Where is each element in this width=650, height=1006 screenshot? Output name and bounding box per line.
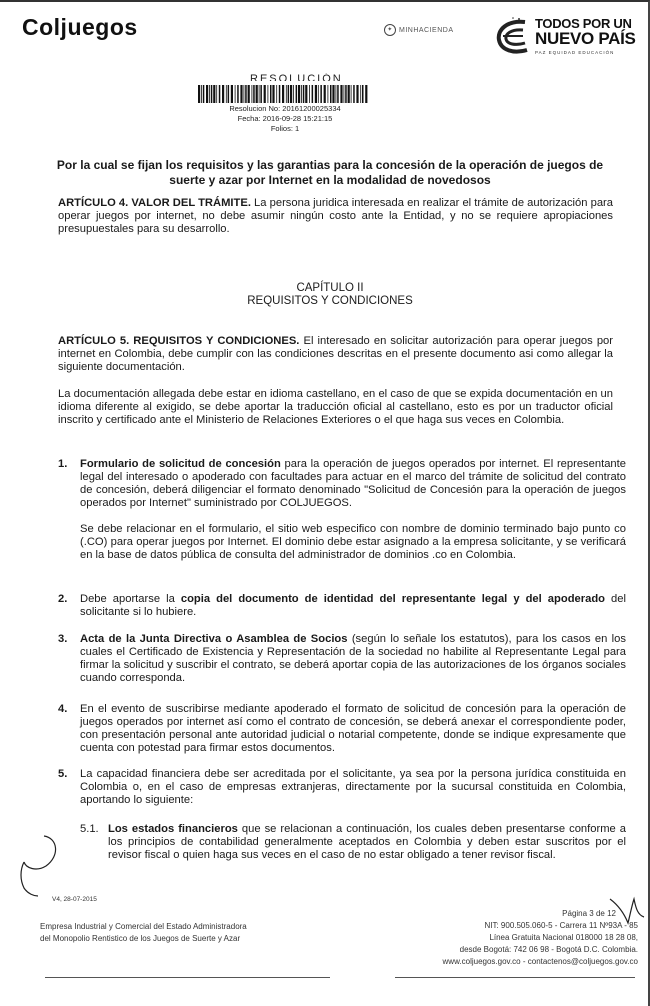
barcode-bar — [286, 85, 287, 103]
item-number: 1. — [58, 458, 68, 470]
campaign-tagline: PAZ EQUIDAD EDUCACIÓN — [535, 50, 615, 55]
barcode-bar — [253, 85, 255, 103]
list-item — [58, 703, 626, 755]
footer-contact — [443, 908, 638, 968]
article-4 — [58, 197, 613, 236]
barcode-bar — [222, 85, 224, 103]
barcode-bar — [345, 85, 347, 103]
barcode-bar — [226, 85, 227, 103]
item-number: 3. — [58, 633, 68, 645]
article-4-text: La persona juridica interesada en realizar el trámite de autorización para operar juegos por internet, no debe asumir ningún costo ante la Entidad, y no se requiere apropiaciones presupuestales para su desarrollo. — [58, 197, 613, 235]
item-text: En el evento de suscribirse mediante apoderado el formato de solicitud de concesión para la operación de juegos operados por internet así como el contrato de concesión, se deberá anexar el correspondiente poder, con presentación personal ante autoridad judicial o notarial competente, donde se indique expresamente que cuenta con potestad para firmar estos documentos. — [80, 703, 626, 754]
barcode-bar — [268, 85, 269, 103]
barcode-bar — [240, 85, 242, 103]
barcode-bar — [324, 85, 326, 103]
barcode-bar — [248, 85, 250, 103]
item-text: La capacidad financiera debe ser acreditada por el solicitante, ya sea por la persona jurídica constituida en Colombia o, en el caso de empresas extranjeras, directamente por la sucursal constituida en Colombia, aportando lo siguiente: — [80, 768, 626, 806]
swirl-emblem-icon — [495, 16, 531, 56]
list-item — [58, 633, 626, 685]
barcode-bar — [348, 85, 350, 103]
barcode-icon — [198, 85, 368, 103]
barcode-bar — [318, 85, 319, 103]
barcode-bar — [252, 85, 253, 103]
item-body-text: del solicitante si lo hubiere. — [80, 593, 626, 618]
item-text — [80, 593, 626, 619]
barcode-bar — [237, 85, 239, 103]
barcode-bar — [328, 85, 329, 103]
barcode-bar — [203, 85, 205, 103]
footer-web-email[interactable]: www.coljuegos.gov.co - contactenos@coljuegos.gov.co — [442, 957, 638, 966]
barcode-bar — [276, 85, 277, 103]
barcode-bar — [344, 85, 345, 103]
document-subtitle: Por la cual se fijan los requisitos y las garantias para la concesión de la operación de juegos de suerte y azar por Internet en la modalidad de novedosos — [56, 158, 604, 187]
barcode-bar — [305, 85, 307, 103]
barcode-bar — [293, 85, 294, 103]
item-number: 5. — [58, 768, 68, 780]
barcode-bar — [288, 85, 290, 103]
resolution-title: RESOLUCIÓN — [250, 73, 343, 81]
barcode-bar — [298, 85, 300, 103]
campaign-line1: TODOS POR UN — [535, 16, 632, 31]
item-pre-text: Debe aportarse la — [80, 593, 181, 605]
barcode-bar — [303, 85, 305, 103]
barcode-bar — [356, 85, 358, 103]
item-bold-text: copia del documento de identidad del representante legal y del apoderado — [180, 593, 605, 605]
footer-bogota-phone: desde Bogotá: 742 06 98 - Bogotá D.C. Colombia. — [459, 945, 638, 954]
item-body-text: para la operación de juegos operados por internet. El representante legal del interesado o apoderado con facultades para actuar en el marco del trámite de solicitud del contrato de concesión, deberá diligenciar el formato denominado "Solicitud de Concesión para la operación de juegos operados por Internet" suministrado por COLJUEGOS. — [80, 458, 626, 509]
barcode-bar — [360, 85, 361, 103]
article-5-heading: ARTÍCULO 5. REQUISITOS Y CONDICIONES. — [58, 335, 300, 347]
coat-of-arms-icon: ✦ — [384, 24, 396, 36]
footer-phone: Línea Gratuita Nacional 018000 18 28 08, — [489, 933, 638, 942]
footer-company — [40, 921, 247, 945]
barcode-bar — [330, 85, 332, 103]
barcode-bar — [353, 85, 355, 103]
barcode-bar — [264, 85, 266, 103]
sub-item-bold-text: Los estados financieros — [108, 823, 238, 835]
barcode-bar — [315, 85, 317, 103]
sub-item-text — [108, 823, 626, 862]
language-paragraph: La documentación allegada debe estar en idioma castellano, en el caso de que se expida documentación en un idioma diferente al exigido, se debe aportar la traducción oficial al castellano, esto es por un traductor oficial inscrito y certificado ante el Ministerio de Relaciones Exteriores o el que haga sus veces en Colombia. — [58, 388, 613, 426]
barcode-bar — [206, 85, 208, 103]
item-text — [80, 458, 626, 562]
footer-nit: NIT: 900.505.060-5 - Carrera 11 Nº93A - 85 — [484, 921, 638, 930]
barcode-bar — [216, 85, 217, 103]
barcode-bar — [235, 85, 236, 103]
resolution-number: Resolucion No: 20161200025334 — [229, 104, 341, 113]
item-extra-text: Se debe relacionar en el formulario, el sitio web especifico con nombre de dominio terminado bajo punto co (.CO) para operar juegos por Internet. El dominio debe estar asignado a la empresa solicitante, y se verificará en la base de datos pública de consulta del administrador de dominios .co en Colombia. — [80, 523, 626, 561]
barcode-bar — [290, 85, 292, 103]
version-label: V4, 28-07-2015 — [52, 896, 97, 903]
chapter-title: REQUISITOS Y CONDICIONES — [247, 295, 413, 307]
chapter-number: CAPÍTULO II — [296, 282, 364, 294]
barcode-bar — [272, 85, 274, 103]
list-item — [58, 593, 626, 619]
barcode-bar — [312, 85, 314, 103]
barcode-bar — [337, 85, 339, 103]
item-bold-text: Acta de la Junta Directiva o Asamblea de Socios — [80, 633, 348, 645]
barcode-bar — [211, 85, 213, 103]
sub-item-body-text: que se relacionan a continuación, los cuales deben presentarse conforme a los principios de contabilidad generalmente aceptados en Colombia y deben estar suscritos por el revisor fiscal o quien haga sus veces en el caso de no estar obligado a tener revisor fiscal. — [108, 823, 626, 861]
minhacienda-logo — [384, 24, 454, 36]
barcode-bar — [320, 85, 322, 103]
barcode-bar — [219, 85, 221, 103]
item-body-text: (según lo señale los estatutos), para los casos en los cuales el Certificado de Existencia y Representación de la sociedad no habilite al Representante Legal para firmar la solicitud y suscribir el contrato, se deberá aportar copia de las autorizaciones de los órganos sociales cuando corresponda. — [80, 633, 626, 684]
item-number: 2. — [58, 593, 68, 605]
article-5-text: El interesado en solicitar autorización para operar juegos por internet en Colombia, debe cumplir con las condiciones descritas en el presente documento asi como allegar la siguiente documentación. — [58, 335, 613, 373]
footer-rule-right — [395, 977, 635, 978]
footer-company-line1: Empresa Industrial y Comercial del Estado Administradora — [40, 922, 247, 931]
barcode-bar — [270, 85, 272, 103]
barcode-bar — [231, 85, 233, 103]
barcode-bar — [279, 85, 281, 103]
barcode-bar — [296, 85, 298, 103]
item-text — [80, 633, 626, 685]
barcode-bar — [282, 85, 284, 103]
barcode-bar — [201, 85, 202, 103]
handwritten-initials-icon — [14, 822, 64, 902]
item-bold-text: Formulario de solicitud de concesión — [80, 458, 281, 470]
barcode-bar — [198, 85, 200, 103]
barcode-bar — [365, 85, 367, 103]
barcode-bar — [259, 85, 260, 103]
sub-item-number: 5.1. — [80, 823, 99, 835]
list-item — [58, 768, 626, 807]
barcode-bar — [309, 85, 310, 103]
barcode-bar — [301, 85, 302, 103]
barcode-bar — [213, 85, 215, 103]
sub-item-5-1 — [80, 823, 626, 862]
barcode-bar — [245, 85, 247, 103]
page-number: Página 3 de 12 — [562, 909, 616, 918]
footer-company-line2: del Monopolio Rentistico de los Juegos de Suerte y Azar — [40, 934, 241, 943]
barcode-bar — [332, 85, 334, 103]
campaign-line2: NUEVO PAÍS — [535, 29, 636, 48]
barcode-bar — [336, 85, 337, 103]
barcode-bar — [340, 85, 342, 103]
footer-rule-left — [45, 977, 330, 978]
article-4-heading: ARTÍCULO 4. VALOR DEL TRÁMITE. — [58, 197, 251, 209]
barcode-bar — [351, 85, 352, 103]
resolution-date: Fecha: 2016-09-28 15:21:15 — [237, 114, 333, 123]
ministry-label: MINHACIENDA — [399, 26, 454, 34]
barcode-bar — [260, 85, 262, 103]
barcode-bar — [362, 85, 364, 103]
barcode-bar — [256, 85, 258, 103]
article-5 — [58, 335, 613, 374]
item-number: 4. — [58, 703, 68, 715]
resolution-folios: Folios: 1 — [270, 124, 300, 133]
list-item — [58, 458, 626, 562]
barcode-bar — [209, 85, 210, 103]
barcode-bar — [228, 85, 230, 103]
coljuegos-logo: Coljuegos — [22, 14, 138, 40]
barcode-bar — [244, 85, 245, 103]
todos-por-un-nuevo-pais-logo — [495, 8, 645, 58]
